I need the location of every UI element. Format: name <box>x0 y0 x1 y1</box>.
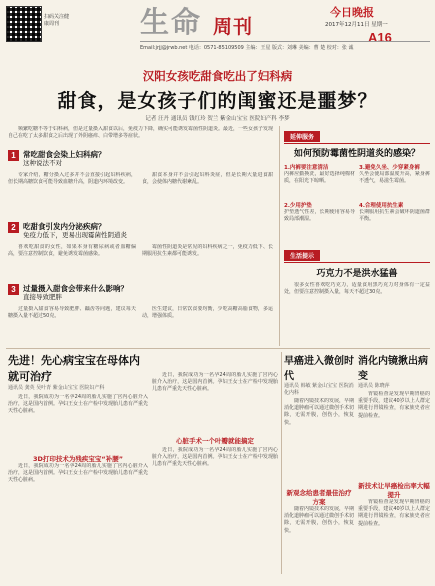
issue-date: 2017年12月11日 星期一 <box>325 22 388 28</box>
section-number: 3 <box>8 284 19 295</box>
section-2-head <box>8 222 273 239</box>
paragraph: 霉菌性阴道炎是常见的妇科疾病之一，免疫力低下、长期服用抗生素都可能诱发。 <box>142 244 273 258</box>
paragraph: 医生建议，日常饮食要均衡，少吃高糖高脂食物，多运动，增强体质。 <box>142 306 273 320</box>
section-title: 过量摄入甜食会带来什么影响？ <box>23 284 128 293</box>
feature-subheadline: 汉阳女孩吃甜食吃出了妇科病 <box>142 69 293 83</box>
right-column <box>284 124 430 352</box>
section-tag: 生活提示 <box>284 250 320 261</box>
col1-text-c <box>8 306 136 344</box>
tips-col-right <box>359 161 430 237</box>
tag-bar <box>284 124 430 144</box>
page-number: A16 <box>368 30 392 45</box>
section-number: 1 <box>8 150 19 161</box>
paragraph: 近日，我院成功为一名孕24周的胎儿实施了宫内心脏介入治疗，这是国内首例。孕妇王女士在产检中发现胎儿患有严重先天性心脏病。 <box>8 463 148 484</box>
story-text <box>284 398 354 488</box>
page-header <box>0 0 435 52</box>
tip-heading: 1.内裤要注意清洁 <box>284 165 329 171</box>
story-text <box>152 447 278 577</box>
paragraph: 甜食本身并不会引起妇科炎症，但是长期大量进食甜食，会使体内糖代谢紊乱。 <box>142 172 273 186</box>
story-fetal-heart <box>8 352 148 533</box>
tips-grid <box>284 161 430 237</box>
paragraph: 胃镜检查是发现早期胃癌的重要手段，建议40岁以上人群定期进行胃镜检查，有家族史者应提前检查。 <box>358 499 430 527</box>
col1-text-a <box>8 172 136 220</box>
feature-byline: 记者 汪丹 通讯员 钱红玲 贺兰 紫金山宝宝 医院妇产科 李梦 <box>145 116 290 122</box>
story-byline: 通讯员 陈晓萍 <box>358 383 390 389</box>
story-fetal-heart-col2 <box>152 372 278 434</box>
story-title: 早癌进入微创时代 <box>284 356 354 382</box>
col1-text-b <box>8 244 136 282</box>
section-tag: 延伸服务 <box>284 131 320 142</box>
story-subhead: 心脏手术一个叶瓣就能搞定 <box>176 437 254 445</box>
tip-text: 内裤应勤换洗，最好选择纯棉材质，在阳光下晾晒。 <box>284 171 355 185</box>
column-divider <box>279 126 280 346</box>
tips-col-left <box>284 161 355 237</box>
story-text <box>8 394 148 454</box>
feature-headline: 甜食，是女孩子们的闺蜜还是噩梦？ <box>57 90 378 112</box>
story-text-2 <box>8 463 148 533</box>
story-subhead: 3D打印技术为残疾宝宝“补腰” <box>33 455 123 463</box>
paragraph: 专家介绍，糖分摄入过多并不会直接引起妇科疾病，但长期高糖饮食可能导致血糖升高，阴道内环境改变。 <box>8 172 136 186</box>
masthead-title: 生命 <box>140 5 203 39</box>
tip-heading: 2.少用护垫 <box>284 203 312 209</box>
story-byline: 通讯员 韩敏 紫金山宝宝 医院消化内科 <box>284 383 354 396</box>
story-subhead: 新观念给患者最佳治疗方案 <box>286 489 352 506</box>
tip-text: 长期服用抗生素会破坏阴道菌群平衡。 <box>359 209 430 223</box>
section-subtitle: 这种说法不对 <box>23 159 62 167</box>
section-number: 2 <box>8 222 19 233</box>
paragraph: 近日，我院成功为一名孕24周的胎儿实施了宫内心脏介入治疗，这是国内首例。孕妇王女士在产检中发现胎儿患有严重先天性心脏病。 <box>152 372 278 393</box>
paragraph: 近日，我院成功为一名孕24周的胎儿实施了宫内心脏介入治疗，这是国内首例。孕妇王女士在产检中发现胎儿患有严重先天性心脏病。 <box>8 394 148 415</box>
story-text <box>358 391 430 481</box>
col2-text-b <box>142 244 273 282</box>
story-early-cancer <box>284 352 354 586</box>
paragraph: 过量摄入甜食容易导致肥胖、龋齿等问题，建议每天糖摄入量不超过50克。 <box>8 306 136 320</box>
section-title: 吃甜食引发内分泌疾病？ <box>23 222 106 231</box>
contact-line: Email:jrjj@jrwb.net 电话：0571-85109509 主编：王星 版式：刘琳 美编：曹 楚 校对：张 诚 <box>140 41 430 51</box>
section-title: 常吃甜食会染上妇科病？ <box>23 150 106 159</box>
bottom-divider <box>6 348 430 349</box>
story-title: 消化内镜揪出病变 <box>358 356 428 382</box>
story-title: 先进！先心病宝宝在母体内就可治疗 <box>8 354 140 383</box>
tip-heading: 3.避免久坐、少穿紧身裤 <box>359 165 420 171</box>
bottom-column-divider <box>281 352 282 574</box>
feature-intro <box>8 126 273 148</box>
section-1-head <box>8 150 273 167</box>
paragraph: 随着内镜技术的发展，早期消化道肿瘤可以通过微创手术切除，无需开腹，创伤小，恢复快。 <box>284 506 354 534</box>
qr-code-icon[interactable] <box>6 6 42 42</box>
story-byline: 通讯员 龚英 吴叶青 紫金山宝宝 医院妇产科 <box>8 385 105 391</box>
tag-bar <box>284 243 430 263</box>
tip-text: 护垫透气性差，长期使用容易导致局部潮湿。 <box>284 209 355 223</box>
tip-text: 久坐会使局部温度升高，紧身裤不透气，易滋生霉菌。 <box>359 171 430 185</box>
story-heart-surgery <box>152 436 278 577</box>
paragraph: 喜欢吃甜食的女性，如果本身有糖尿病或者血糖偏高，要注意控制饮食，避免诱发霉菌感染。 <box>8 244 136 258</box>
qr-caption: 扫码关注健康周刊 <box>44 14 70 27</box>
story-text-2 <box>358 499 430 579</box>
story-subhead: 新技术让早癌检出率大幅提升 <box>358 482 430 499</box>
col2-text-c <box>142 306 273 344</box>
chocolate-text <box>284 282 430 352</box>
right-title-2: 巧克力不是洪水猛兽 <box>316 269 398 279</box>
masthead-subtitle: 周刊 <box>213 16 254 38</box>
story-endoscopy <box>358 352 430 579</box>
intro-paragraph: 频繁吃糖不等于妇科病，但是过量摄入甜食以后，免疫力下降，确实可能诱发霉菌性阴道炎。最近，一些女孩子发现自己在吃了太多甜食之后出现了外阴瘙痒、白带增多等症状。 <box>8 126 273 140</box>
paragraph: 随着内镜技术的发展，早期消化道肿瘤可以通过微创手术切除，无需开腹，创伤小，恢复快。 <box>284 398 354 426</box>
paragraph: 近日，我院成功为一名孕24周的胎儿实施了宫内心脏介入治疗，这是国内首例。孕妇王女士在产检中发现胎儿患有严重先天性心脏病。 <box>152 447 278 468</box>
newspaper-brand: 今日晚报 <box>330 6 374 19</box>
tip-heading: 4.合理使用抗生素 <box>359 203 404 209</box>
paragraph: 胃镜检查是发现早期胃癌的重要手段，建议40岁以上人群定期进行胃镜检查，有家族史者应提前检查。 <box>358 391 430 419</box>
story-text-2 <box>284 506 354 586</box>
section-subtitle: 免疫力低下，更易出现霉菌性阴道炎 <box>23 231 127 239</box>
right-title-1: 如何预防霉菌性阴道炎的感染？ <box>293 149 420 159</box>
col2-text-a <box>142 172 273 220</box>
paragraph: 很多女性喜欢吃巧克力，适量食用黑巧克力对身体有一定益处，但要注意控制摄入量，每天不超过30克。 <box>284 282 430 296</box>
section-3-head <box>8 284 273 301</box>
section-subtitle: 直接导致肥胖 <box>23 293 62 301</box>
